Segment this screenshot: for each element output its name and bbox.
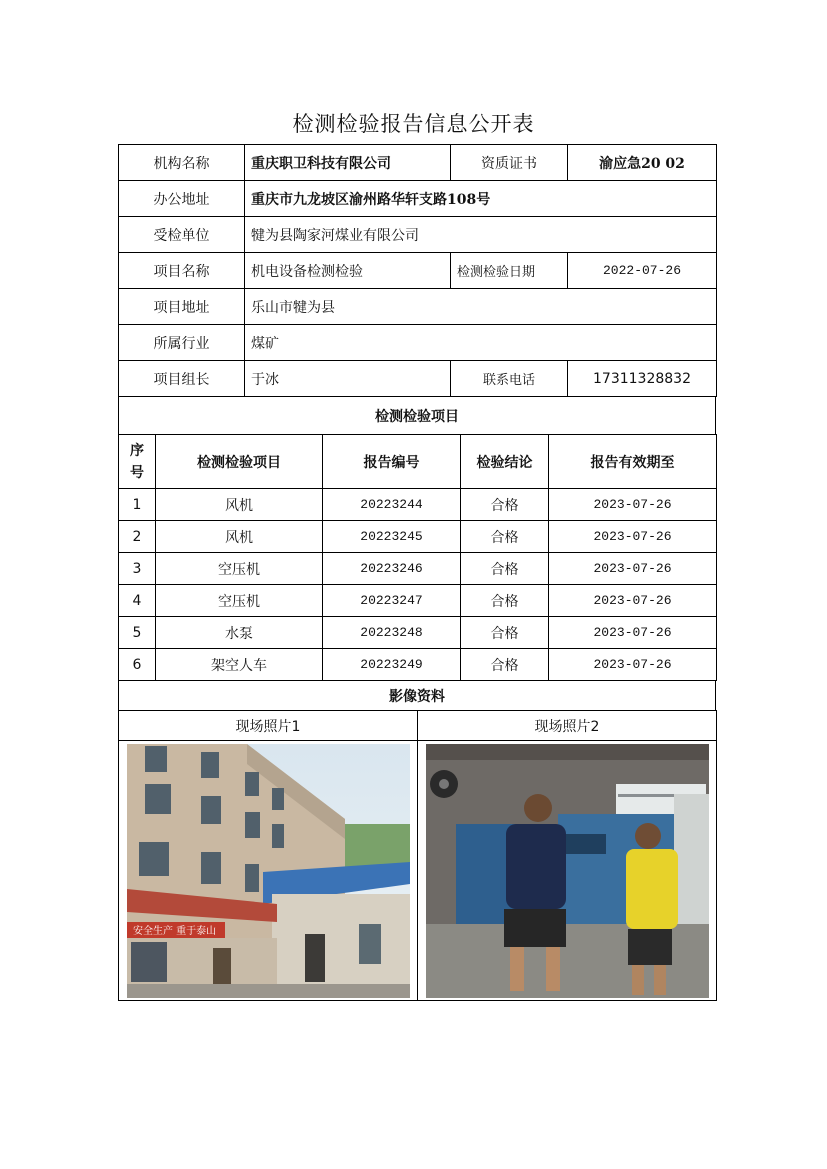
table-row [119,553,717,585]
row-no: 1 [119,489,156,521]
table-row [119,649,717,681]
row-no: 2 [119,521,156,553]
row-valid-until: 2023-07-26 [549,553,717,585]
inspected-unit-value: 犍为县陶家河煤业有限公司 [245,217,717,253]
table-row [119,617,717,649]
row-no: 3 [119,553,156,585]
info-table [118,144,717,397]
project-addr-value: 乐山市犍为县 [245,289,717,325]
col-header-valid-until: 报告有效期至 [549,435,717,489]
row-industry [119,325,717,361]
row-conclusion: 合格 [461,617,549,649]
photo-2-workers-image [426,744,709,998]
items-section-header [118,396,716,435]
photos-table [118,710,717,1001]
report-sheet [118,144,716,1001]
row-valid-until: 2023-07-26 [549,617,717,649]
inspect-date-label: 检测检验日期 [451,253,568,289]
row-report-no: 20223247 [323,585,461,617]
col-header-conclusion: 检验结论 [461,435,549,489]
photo-1-label: 现场照片1 [119,711,418,741]
inspect-date-value: 2022-07-26 [568,253,717,289]
photo-1-cell [119,741,418,1001]
office-addr-label: 办公地址 [119,181,245,217]
phone-label: 联系电话 [451,361,568,397]
row-valid-until: 2023-07-26 [549,649,717,681]
col-header-report-no: 报告编号 [323,435,461,489]
office-addr-value: 重庆市九龙坡区渝州路华轩支路108号 [245,181,717,217]
banner-text: 安全生产 重于泰山 [133,926,217,937]
row-leader [119,361,717,397]
row-project [119,253,717,289]
industry-label: 所属行业 [119,325,245,361]
photo-2-cell [418,741,717,1001]
row-item: 空压机 [156,585,323,617]
row-inspected-unit [119,217,717,253]
photo-labels-row [119,711,717,741]
row-valid-until: 2023-07-26 [549,585,717,617]
project-addr-label: 项目地址 [119,289,245,325]
inspected-unit-label: 受检单位 [119,217,245,253]
photo-2-label: 现场照片2 [418,711,717,741]
row-report-no: 20223244 [323,489,461,521]
photos-section-header [118,680,716,711]
row-report-no: 20223248 [323,617,461,649]
row-office [119,181,717,217]
row-project-addr [119,289,717,325]
row-conclusion: 合格 [461,521,549,553]
row-conclusion: 合格 [461,649,549,681]
row-no: 6 [119,649,156,681]
photo-2 [418,741,716,1000]
col-header-no: 序号 [119,435,156,489]
row-no: 5 [119,617,156,649]
leader-label: 项目组长 [119,361,245,397]
table-row [119,521,717,553]
photo-1-building-image [127,744,410,998]
row-conclusion: 合格 [461,489,549,521]
items-section-title: 检测检验项目 [119,397,716,435]
industry-value: 煤矿 [245,325,717,361]
row-item: 风机 [156,489,323,521]
project-name-label: 项目名称 [119,253,245,289]
org-name-label: 机构名称 [119,145,245,181]
qualification-value: 渝应急20 02 [568,145,717,181]
leader-value: 于冰 [245,361,451,397]
row-valid-until: 2023-07-26 [549,521,717,553]
col-header-item: 检测检验项目 [156,435,323,489]
table-row [119,585,717,617]
items-table [118,434,717,681]
row-conclusion: 合格 [461,553,549,585]
row-item: 风机 [156,521,323,553]
row-valid-until: 2023-07-26 [549,489,717,521]
row-conclusion: 合格 [461,585,549,617]
row-item: 架空人车 [156,649,323,681]
photo-1 [119,741,417,1000]
row-item: 水泵 [156,617,323,649]
row-no: 4 [119,585,156,617]
table-row [119,489,717,521]
project-name-value: 机电设备检测检验 [245,253,451,289]
row-item: 空压机 [156,553,323,585]
org-name-value: 重庆职卫科技有限公司 [245,145,451,181]
row-report-no: 20223245 [323,521,461,553]
row-report-no: 20223246 [323,553,461,585]
qualification-label: 资质证书 [451,145,568,181]
document-title: 检测检验报告信息公开表 [292,112,535,136]
photos-section-title: 影像资料 [119,681,716,711]
photo-images-row [119,741,717,1001]
row-org [119,145,717,181]
items-header-row [119,435,717,489]
row-report-no: 20223249 [323,649,461,681]
phone-value: 17311328832 [568,361,717,397]
